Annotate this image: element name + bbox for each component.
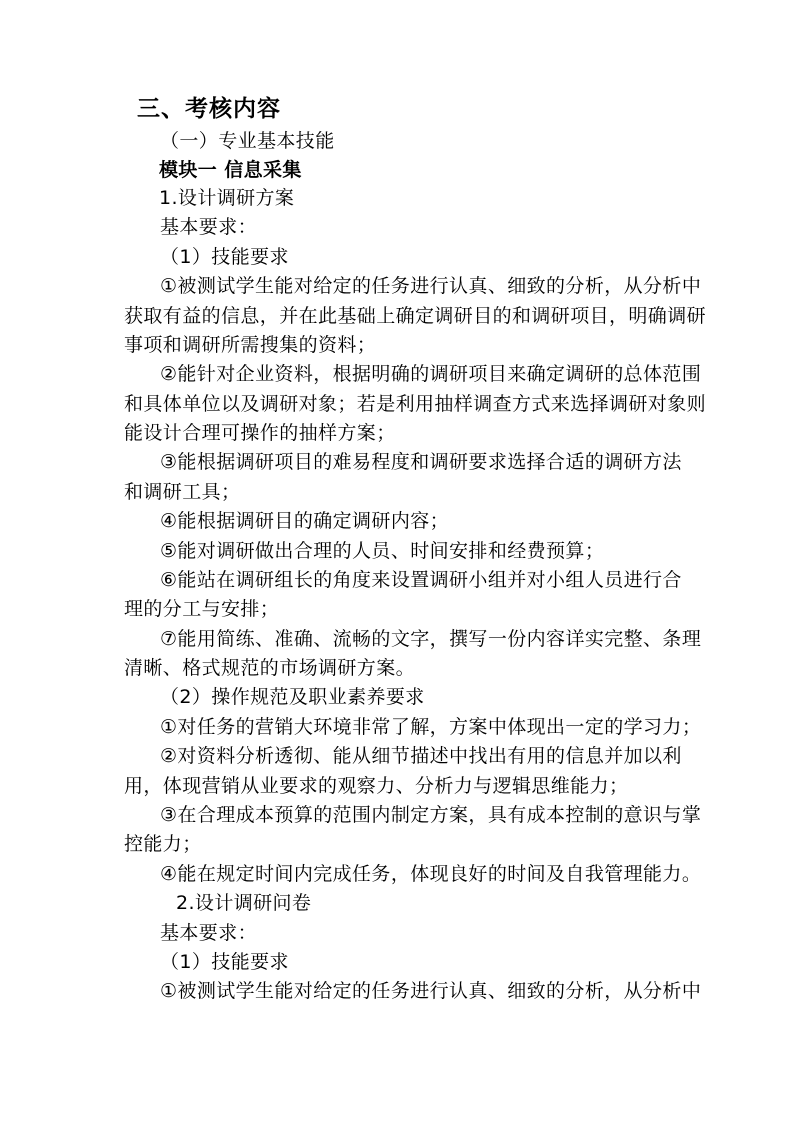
task1-conduct-item-2-line-1: ②对资料分析透彻、能从细节描述中找出有用的信息并加以利 (160, 745, 682, 767)
task1-skill-item-3-line-1: ③能根据调研项目的难易程度和调研要求选择合适的调研方法 (160, 451, 682, 473)
task1-conduct-item-3-line-1: ③在合理成本预算的范围内制定方案，具有成本控制的意识与掌 (160, 804, 702, 826)
task1-skill-item-7-line-1: ⑦能用简练、准确、流畅的文字，撰写一份内容详实完整、条理 (160, 628, 702, 650)
task1-title: 1.设计调研方案 (159, 187, 295, 209)
task1-basic-req-label: 基本要求： (160, 216, 258, 238)
task1-skill-item-3-line-2: 和调研工具； (124, 481, 241, 503)
task1-skill-item-1-line-3: 事项和调研所需搜集的资料； (124, 334, 377, 356)
task1-conduct-item-4: ④能在规定时间内完成任务，体现良好的时间及自我管理能力。 (160, 863, 702, 885)
task1-skill-item-7-line-2: 清晰、格式规范的市场调研方案。 (124, 657, 416, 679)
task1-skill-item-2-line-3: 能设计合理可操作的抽样方案； (124, 422, 396, 444)
task1-conduct-item-2-line-2: 用，体现营销从业要求的观察力、分析力与逻辑思维能力； (124, 775, 629, 797)
task2-title: 2.设计调研问卷 (176, 892, 312, 914)
task1-skill-item-6-line-2: 理的分工与安排； (124, 598, 280, 620)
module-heading: 模块一 信息采集 (159, 159, 302, 181)
task2-basic-req-label: 基本要求： (160, 922, 258, 944)
subsection-heading: （一）专业基本技能 (160, 130, 335, 152)
task1-skill-item-2-line-2: 和具体单位以及调研对象；若是利用抽样调查方式来选择调研对象则 (124, 393, 707, 415)
task1-conduct-item-1: ①对任务的营销大环境非常了解，方案中体现出一定的学习力； (160, 716, 702, 738)
task1-conduct-req-label: （2）操作规范及职业素养要求 (160, 686, 425, 708)
task1-skill-item-2-line-1: ②能针对企业资料，根据明确的调研项目来确定调研的总体范围 (160, 363, 702, 385)
task1-skill-req-label: （1）技能要求 (160, 246, 289, 268)
task1-skill-item-6-line-1: ⑥能站在调研组长的角度来设置调研小组并对小组人员进行合 (160, 569, 682, 591)
task1-conduct-item-3-line-2: 控能力； (124, 833, 202, 855)
section-heading: 三、考核内容 (137, 96, 281, 122)
task2-skill-item-1-line-1: ①被测试学生能对给定的任务进行认真、细致的分析，从分析中 (160, 980, 702, 1002)
task1-skill-item-1-line-2: 获取有益的信息，并在此基础上确定调研目的和调研项目，明确调研 (124, 305, 707, 327)
task1-skill-item-4: ④能根据调研目的确定调研内容； (160, 510, 450, 532)
task2-skill-req-label: （1）技能要求 (160, 951, 289, 973)
task1-skill-item-1-line-1: ①被测试学生能对给定的任务进行认真、细致的分析，从分析中 (160, 275, 702, 297)
task1-skill-item-5: ⑤能对调研做出合理的人员、时间安排和经费预算； (160, 540, 605, 562)
